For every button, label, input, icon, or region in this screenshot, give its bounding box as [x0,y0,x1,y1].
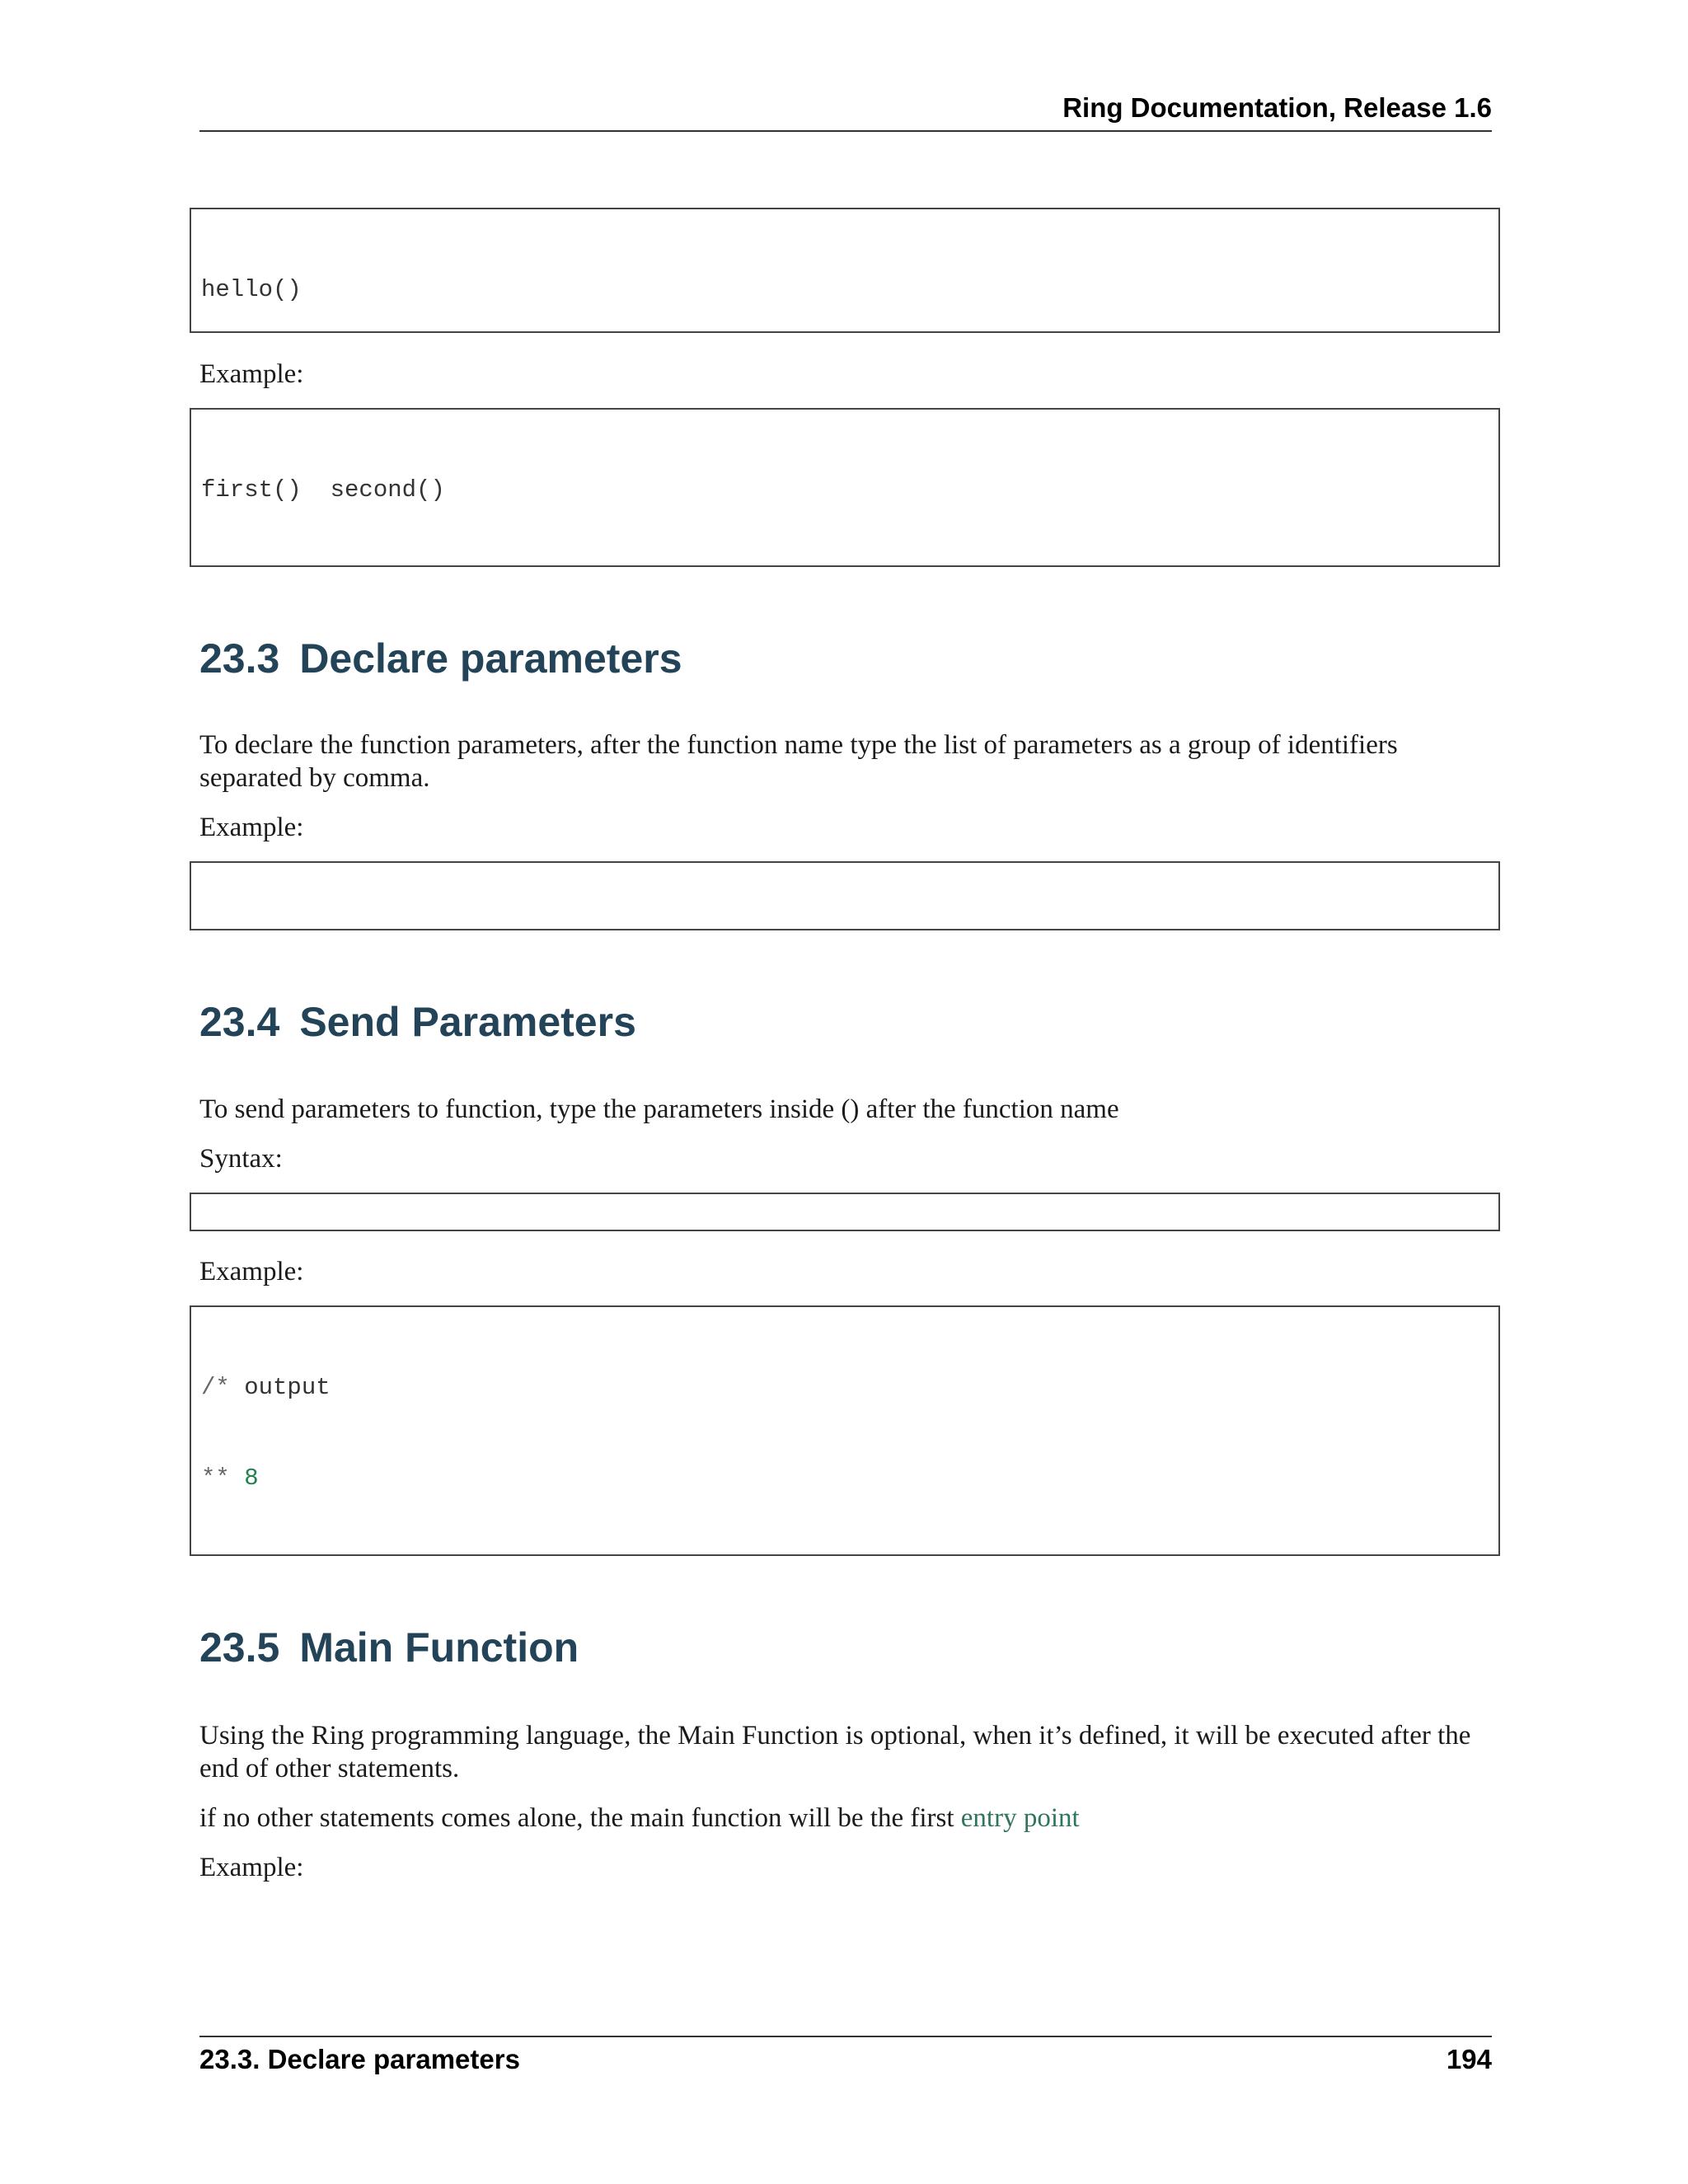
code-line-blank [201,566,1489,567]
code-text: first() second() [201,476,445,504]
code-block-syntax [190,1193,1500,1231]
example-label: Example: [199,1257,304,1286]
section-number: 23.4 [199,999,280,1045]
comment-marker: /* [201,1373,230,1401]
entry-point-link[interactable]: entry point [960,1803,1080,1833]
example-label: Example: [199,359,304,389]
number-literal [230,1555,302,1556]
code-line [201,1554,1489,1556]
section-body-entry-point [199,1802,1493,1835]
code-line [201,275,1489,306]
section-heading-23-4 [199,998,636,1046]
syntax-label: Syntax: [199,1144,283,1174]
code-line [201,1464,1489,1494]
section-title: Send Parameters [299,999,636,1045]
example-label: Example: [199,1853,304,1882]
section-body: Using the Ring programming language, the Main Function is optional, when it’s defined, it will be executed after the end of other statements. [199,1721,1471,1783]
body-text: if no other statements comes alone, the main function will be the first [199,1803,961,1833]
header-rule [199,130,1492,132]
number-literal: 8 [229,1464,259,1492]
running-header-title: Ring Documentation, Release 1.6 [1062,92,1492,123]
section-heading-23-3 [199,635,682,682]
code-block-declare-params [190,861,1500,930]
example-label: Example: [199,813,304,842]
operator: ** [201,1464,230,1492]
section-number: 23.3 [199,635,280,682]
code-text: hello() [201,275,302,303]
code-block-send-params [190,1305,1500,1556]
footer-page-number: 194 [1446,2044,1492,2074]
section-number: 23.5 [199,1624,280,1671]
section-body: To declare the function parameters, after the function name type the list of parameters as a group of identifiers separated by comma. [199,730,1398,793]
code-line [201,476,1489,506]
code-line [201,929,1489,930]
section-heading-23-5 [199,1624,579,1671]
code-block-first-second [190,408,1500,567]
footer-rule [199,2036,1492,2037]
section-title: Main Function [299,1624,579,1671]
section-body: To send parameters to function, type the parameters inside () after the function name [199,1094,1119,1124]
code-block-hello [190,208,1500,333]
comment-text: output [229,1373,331,1401]
code-line [201,1373,1489,1404]
footer-section-title: 23.3. Declare parameters [199,2044,520,2074]
operator [201,1555,230,1556]
section-title: Declare parameters [299,635,682,682]
